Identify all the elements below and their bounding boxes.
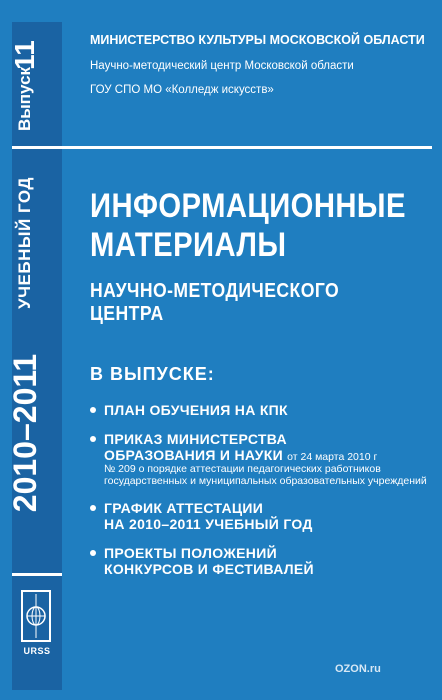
title-line-1: ИНФОРМАЦИОННЫЕ	[90, 187, 406, 225]
bullet-icon	[90, 407, 96, 413]
globe-icon	[23, 592, 49, 640]
list-item	[90, 500, 430, 532]
list-item	[90, 545, 430, 577]
watermark: OZON.ru	[335, 663, 381, 675]
urss-logo-icon	[18, 590, 56, 662]
item-title-line-2: НА 2010–2011 УЧЕБНЫЙ ГОД	[104, 516, 313, 532]
spine-divider	[12, 146, 62, 149]
item-title-line-1: ПРОЕКТЫ ПОЛОЖЕНИЙ	[104, 545, 277, 561]
item-detail-date: от 24 марта 2010 г	[287, 451, 378, 463]
bullet-icon	[90, 436, 96, 442]
title-line-2: МАТЕРИАЛЫ	[90, 226, 287, 264]
item-title-line-1: ПРИКАЗ МИНИСТЕРСТВА	[104, 431, 287, 447]
years: 2010–2011	[7, 353, 43, 513]
bullet-icon	[90, 505, 96, 511]
logo-text: URSS	[23, 646, 51, 656]
college-line: ГОУ СПО МО «Колледж искусств»	[90, 84, 274, 96]
year-label: УЧЕБНЫЙ ГОД	[15, 177, 34, 309]
item-detail: № 209 о порядке аттестации педагогических работников государственных и муниципальных образовательных учреждений	[104, 463, 427, 487]
item-title-line-2: КОНКУРСОВ И ФЕСТИВАЛЕЙ	[104, 561, 314, 577]
header-divider	[62, 146, 432, 149]
contents-list	[90, 402, 430, 590]
issue-number: 11	[9, 40, 40, 70]
list-item	[90, 402, 430, 418]
ministry-line: МИНИСТЕРСТВО КУЛЬТУРЫ МОСКОВСКОЙ ОБЛАСТИ	[90, 33, 425, 47]
list-item	[90, 431, 430, 487]
bullet-icon	[90, 550, 96, 556]
item-title-line-2: ОБРАЗОВАНИЯ И НАУКИ	[104, 447, 283, 463]
item-title-line-1: ГРАФИК АТТЕСТАЦИИ	[104, 500, 264, 516]
subtitle: НАУЧНО-МЕТОДИЧЕСКОГО ЦЕНТРА	[90, 280, 340, 325]
contents-heading: В ВЫПУСКЕ:	[90, 364, 215, 384]
logo-divider	[12, 573, 62, 576]
issue-label: Выпуск	[15, 66, 34, 132]
center-line: Научно-методический центр Московской области	[90, 60, 354, 72]
item-title: ПЛАН ОБУЧЕНИЯ НА КПК	[104, 402, 288, 418]
logo-frame	[21, 590, 51, 642]
